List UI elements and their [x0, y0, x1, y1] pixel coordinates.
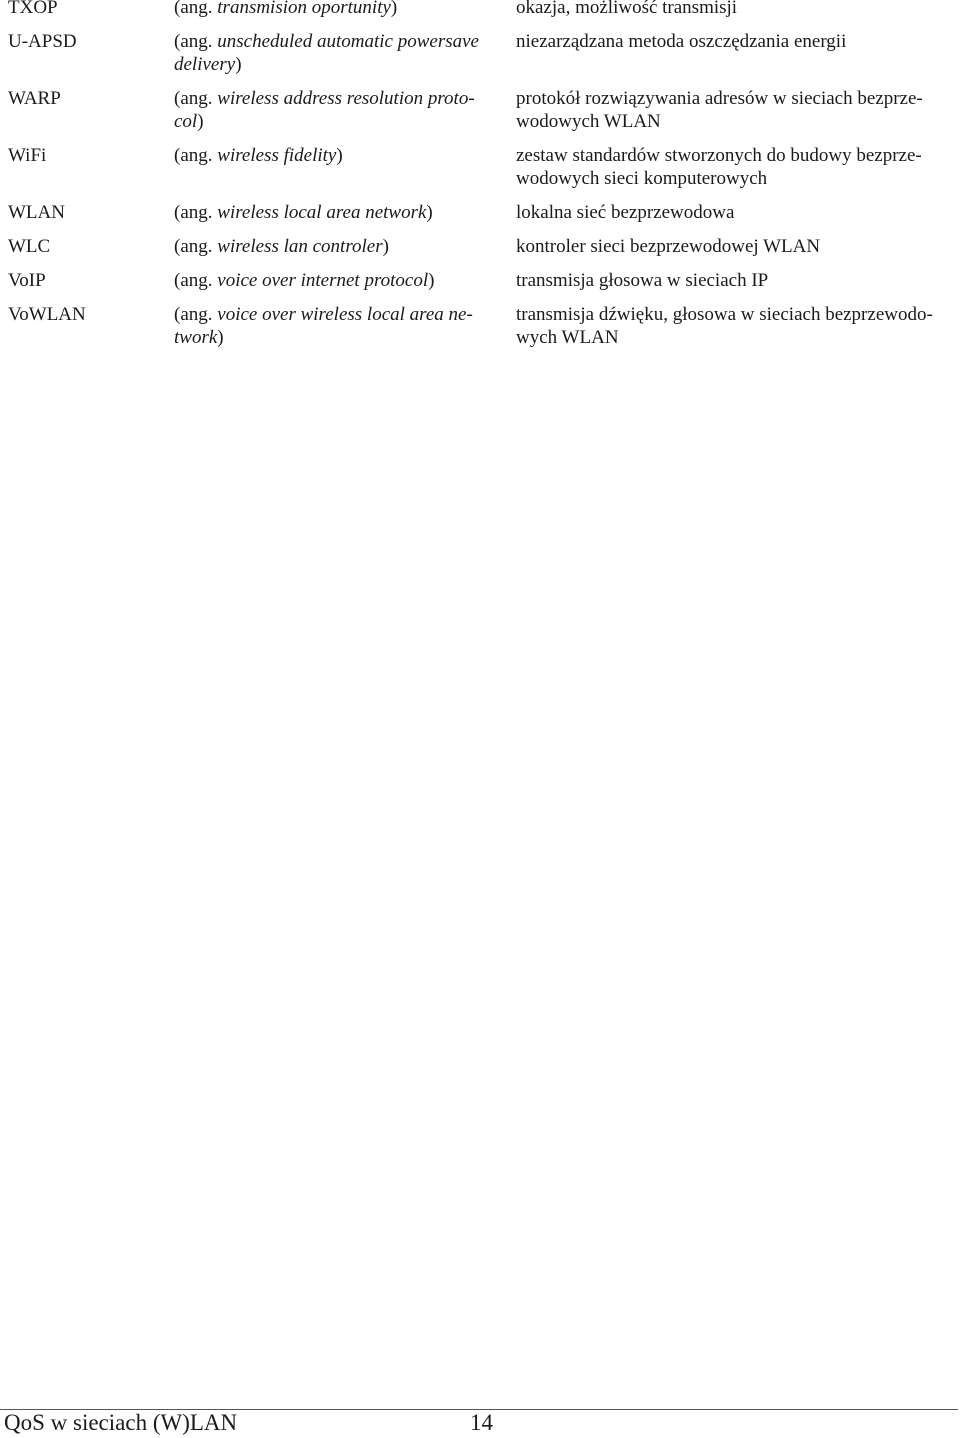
english-line: wireless fidelity [217, 145, 337, 166]
english-prefix: (ang. [174, 145, 218, 166]
polish-line: niezarządzana metoda oszczędzania energii [516, 31, 847, 52]
glossary-term: WiFi [8, 145, 47, 166]
english-prefix: (ang. [174, 88, 218, 109]
polish-line: transmisja głosowa w sieciach IP [516, 270, 769, 291]
english-prefix: (ang. [174, 304, 218, 325]
english-suffix: ) [336, 145, 343, 166]
english-line: delivery [174, 54, 236, 75]
english-line: col [174, 111, 198, 132]
glossary-polish [516, 144, 958, 190]
english-line: wireless lan controler [217, 236, 383, 257]
polish-line: lokalna sieć bezprzewodowa [516, 202, 735, 223]
glossary-english [174, 303, 516, 349]
glossary-list [8, 0, 958, 349]
glossary-english [174, 201, 516, 224]
glossary-row [8, 0, 958, 19]
english-suffix: ) [428, 270, 435, 291]
polish-line: okazja, możliwość transmisji [516, 0, 738, 18]
glossary-polish [516, 0, 958, 19]
glossary-term: VoWLAN [8, 304, 86, 325]
english-prefix: (ang. [174, 31, 218, 52]
glossary-english [174, 30, 516, 76]
glossary-polish [516, 201, 958, 224]
english-line: wireless address resolution proto- [217, 88, 475, 109]
glossary-row [8, 144, 958, 190]
glossary-term: WLC [8, 236, 51, 257]
english-suffix: ) [235, 54, 242, 75]
english-line: unscheduled automatic powersave [217, 31, 479, 52]
glossary-row [8, 201, 958, 224]
glossary-term: VoIP [8, 270, 46, 291]
glossary-term: WARP [8, 88, 61, 109]
glossary-polish [516, 30, 958, 53]
english-suffix: ) [197, 111, 204, 132]
footer-title: QoS w sieciach (W)LAN [4, 1410, 238, 1435]
polish-line: wodowych sieci komputerowych [516, 168, 768, 189]
polish-line: kontroler sieci bezprzewodowej WLAN [516, 236, 821, 257]
english-line: twork [174, 327, 218, 348]
glossary-term: WLAN [8, 202, 65, 223]
glossary-term: TXOP [8, 0, 58, 18]
glossary-polish [516, 303, 958, 349]
polish-line: zestaw standardów stworzonych do budowy bezprze- [516, 145, 922, 166]
english-suffix: ) [426, 202, 433, 223]
glossary-polish [516, 235, 958, 258]
polish-line: protokół rozwiązywania adresów w sieciach bezprze- [516, 88, 923, 109]
english-prefix: (ang. [174, 0, 218, 18]
glossary-row [8, 30, 958, 76]
glossary-english [174, 269, 516, 292]
polish-line: transmisja dźwięku, głosowa w sieciach bezprzewodo- [516, 304, 933, 325]
polish-line: wych WLAN [516, 327, 619, 348]
glossary-term: U-APSD [8, 31, 77, 52]
glossary-english [174, 0, 516, 19]
glossary-polish [516, 269, 958, 292]
english-line: transmision oportunity [217, 0, 391, 18]
english-suffix: ) [382, 236, 389, 257]
english-suffix: ) [390, 0, 398, 18]
english-line: voice over internet protocol [217, 270, 429, 291]
english-prefix: (ang. [174, 270, 218, 291]
glossary-english [174, 87, 516, 133]
glossary-row [8, 303, 958, 349]
glossary-row [8, 235, 958, 258]
glossary-english [174, 144, 516, 167]
polish-line: wodowych WLAN [516, 111, 661, 132]
english-prefix: (ang. [174, 202, 218, 223]
english-line: voice over wireless local area ne- [217, 304, 473, 325]
glossary-row [8, 87, 958, 133]
english-prefix: (ang. [174, 236, 218, 257]
english-line: wireless local area network [217, 202, 427, 223]
page-number: 14 [470, 1410, 493, 1435]
glossary-row [8, 269, 958, 292]
english-suffix: ) [217, 327, 224, 348]
glossary-english [174, 235, 516, 258]
glossary-polish [516, 87, 958, 133]
